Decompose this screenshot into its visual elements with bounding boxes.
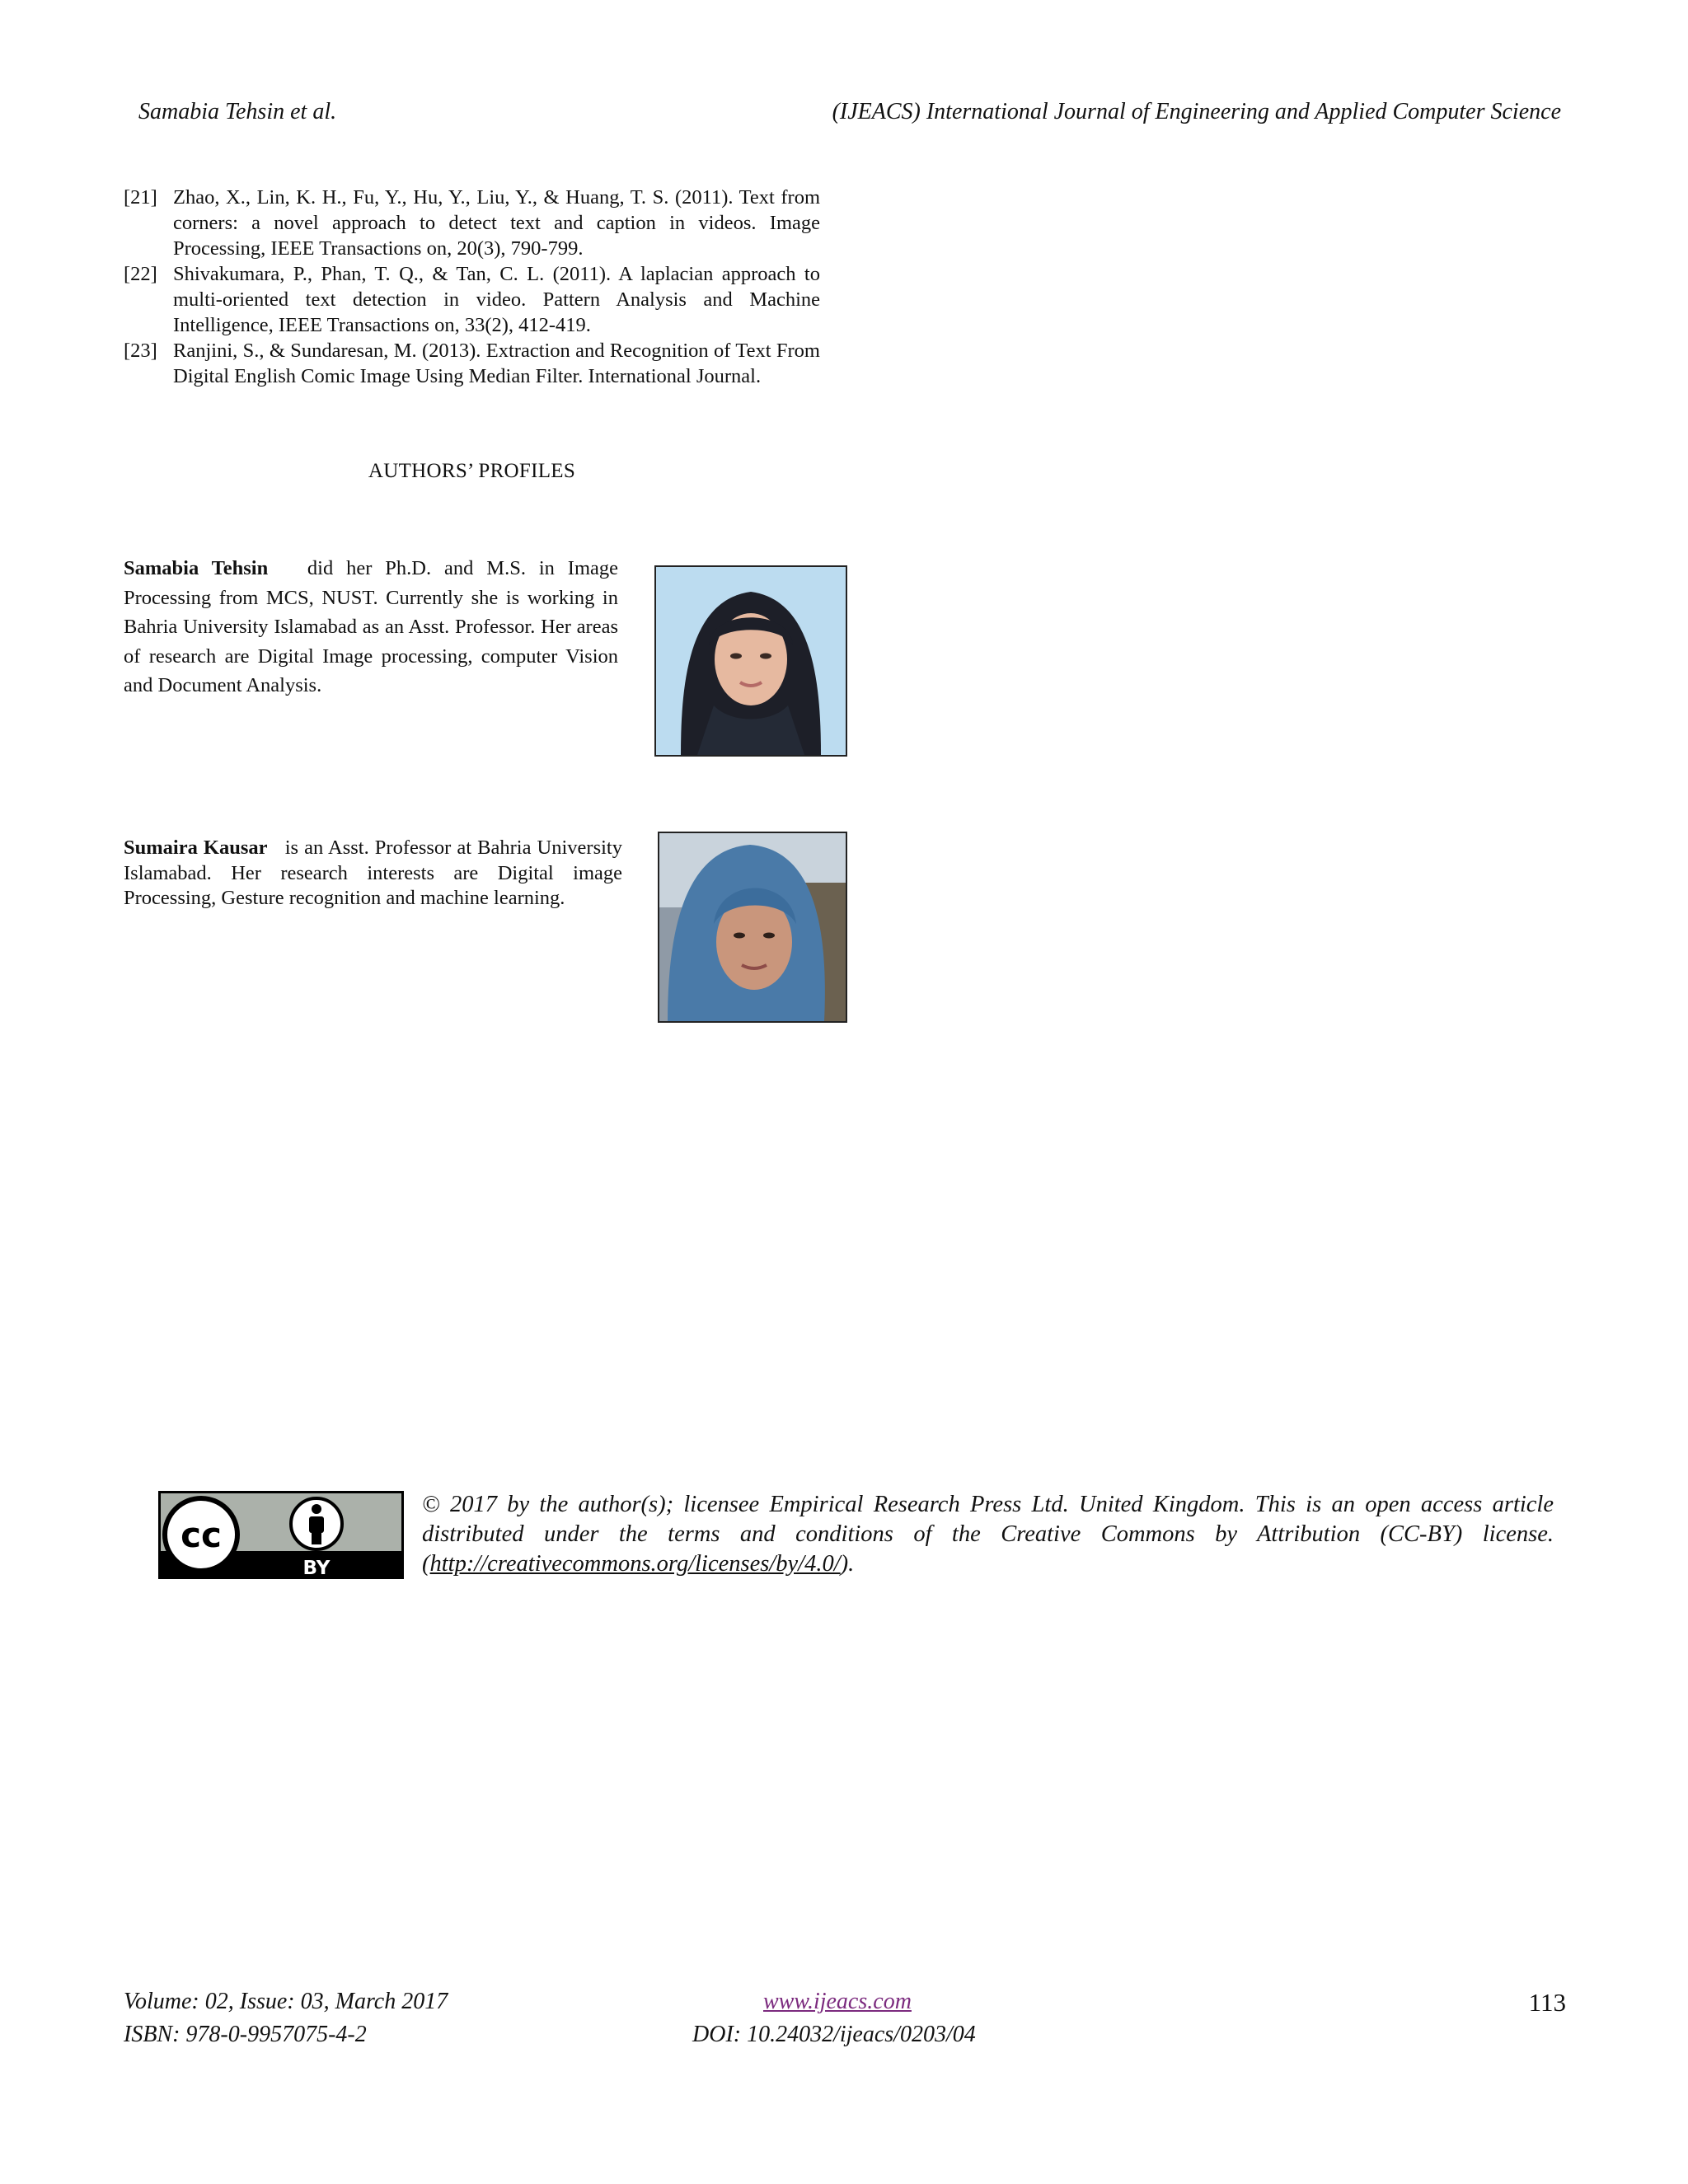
- author-bio-1: [124, 554, 618, 701]
- cc-by-license-badge: [158, 1491, 404, 1579]
- reference-item: [124, 338, 820, 389]
- license-link-open: (: [422, 1551, 430, 1577]
- reference-text: Zhao, X., Lin, K. H., Fu, Y., Hu, Y., Liu, Y., & Huang, T. S. (2011). Text from corners: a novel approach to detect text and caption in videos. Image Processing, IEEE Transactions on, 20(3), 790-799.: [173, 186, 820, 260]
- license-notice: [422, 1490, 1554, 1579]
- reference-number: [23]: [124, 340, 157, 362]
- author-name: Sumaira Kausar: [124, 837, 268, 859]
- reference-item: [124, 185, 820, 261]
- reference-list: [124, 185, 820, 389]
- page-number: 113: [1528, 1988, 1566, 2017]
- reference-item: [124, 261, 820, 338]
- running-header-journal: (IJEACS) International Journal of Engineering and Applied Computer Science: [832, 99, 1561, 124]
- author-bio-text: is an Asst. Professor at Bahria University Islamabad. Her research interests are Digital image Processing, Gesture recognition and machine learning.: [124, 837, 622, 909]
- license-link[interactable]: http://creativecommons.org/licenses/by/4.0/: [429, 1551, 841, 1577]
- author-photo-2: [658, 832, 847, 1023]
- license-text: © 2017 by the author(s); licensee Empirical Research Press Ltd. United Kingdom. This is an open access article distributed under the terms and conditions of the Creative Commons by Attribution (CC-BY) license.: [422, 1492, 1554, 1547]
- footer-doi: DOI: 10.24032/ijeacs/0203/04: [692, 2022, 976, 2047]
- by-badge-text: BY: [302, 1558, 331, 1579]
- footer-website-link[interactable]: www.ijeacs.com: [763, 1989, 912, 2014]
- portrait-image: [659, 833, 846, 1021]
- author-photo-1: [654, 565, 847, 757]
- reference-number: [22]: [124, 263, 157, 285]
- portrait-image: [656, 567, 846, 755]
- reference-text: Ranjini, S., & Sundaresan, M. (2013). Extraction and Recognition of Text From Digital English Comic Image Using Median Filter. International Journal.: [173, 340, 820, 387]
- reference-text: Shivakumara, P., Phan, T. Q., & Tan, C. L. (2011). A laplacian approach to multi-oriented text detection in video. Pattern Analysis and Machine Intelligence, IEEE Transactions on, 33(2), 412-419.: [173, 263, 820, 336]
- reference-number: [21]: [124, 186, 157, 209]
- footer-volume: Volume: 02, Issue: 03, March 2017: [124, 1989, 448, 2014]
- author-bio-text: did her Ph.D. and M.S. in Image Processing from MCS, NUST. Currently she is working in Bahria University Islamabad as an Asst. Professor. Her areas of research are Digital Image processing, computer Vision and Document Analysis.: [124, 557, 618, 696]
- cc-by-icon: [158, 1491, 404, 1579]
- license-link-close: ).: [840, 1551, 855, 1577]
- footer-isbn: ISBN: 978-0-9957075-4-2: [124, 2022, 367, 2047]
- author-name: Samabia Tehsin: [124, 557, 269, 579]
- cc-badge-text: cc: [181, 1515, 222, 1555]
- authors-profiles-heading: AUTHORS’ PROFILES: [368, 460, 576, 482]
- author-bio-2: [124, 836, 622, 912]
- running-header-authors: Samabia Tehsin et al.: [138, 99, 337, 124]
